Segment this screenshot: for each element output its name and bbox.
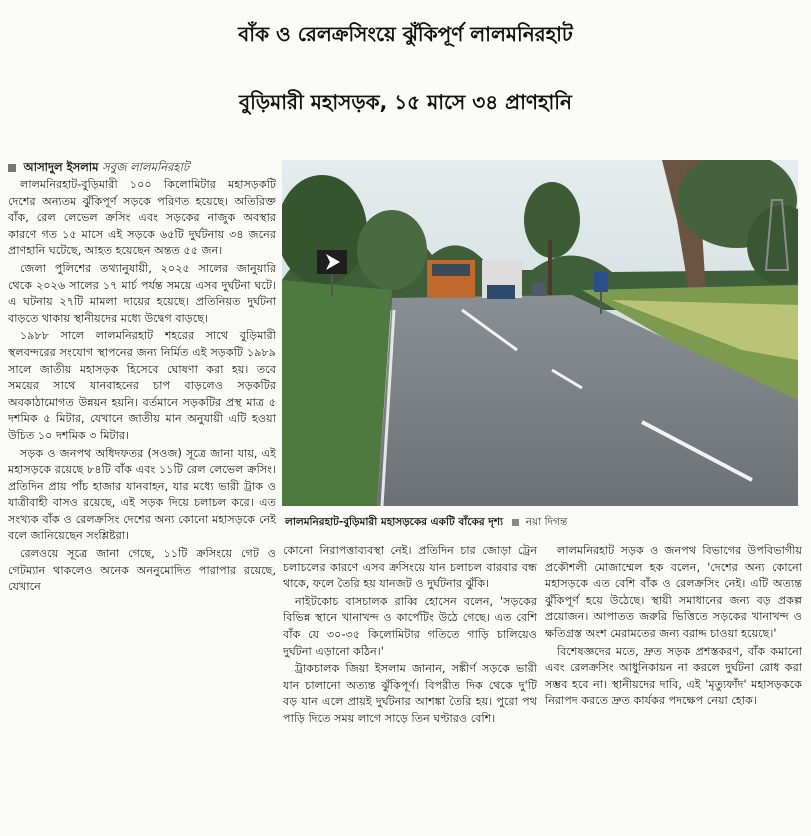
article-paragraph: লালমনিরহাট-বুড়িমারী ১০০ কিলোমিটার মহাসড়কটি দেশের অন্যতম ঝুঁকিপূর্ণ সড়কে পরিণত হয়েছে। অতিরিক্ত বাঁক, রেল লেভেল ক্রসিং এবং সড়কের নাজুক অবস্থার কারণে গত ১৫ মাসে এই সড়কে ৬৫টি দুর্ঘটনায় ৩৪ জনের প্রাণহানি ঘটেছে, আহত হয়েছেন অন্তত ৫৫ জন। <box>8 178 276 258</box>
article-paragraph: লালমনিরহাট সড়ক ও জনপথ বিভাগের উপবিভাগীয় প্রকৌশলী মোজাম্মেল হক বলেন, 'দেশের অন্য কোনো মহাসড়কে এত বেশি বাঁক ও রেলক্রসিং নেই। এটি অত্যন্ত ঝুঁকিপূর্ণ হয়ে উঠেছে। স্থায়ী সমাধানের জন্য বড় প্রকল্প প্রয়োজন। আপাতত জরুরি ভিত্তিতে সড়কের খানাখন্দ ও ক্ষতিগ্রস্ত অংশ মেরামতের জন্য বরাদ্দ চাওয়া হয়েছে।' <box>545 544 802 640</box>
byline-source: সবুজ লালমনিরহাট <box>102 160 190 174</box>
road-photo-illustration <box>282 160 798 506</box>
article-column-1 <box>8 177 276 827</box>
headline-line-1: বাঁক ও রেলক্রসিংয়ে ঝুঁকিপূর্ণ লালমনিরহাট <box>238 22 573 46</box>
photo-caption-text: লালমনিরহাট-বুড়িমারী মহাসড়কের একটি বাঁকের দৃশ্য <box>285 516 504 528</box>
article-paragraph: ট্রাকচালক জিয়া ইসলাম জানান, সঙ্কীর্ণ সড়কে ভারী যান চালানো অত্যন্ত ঝুঁকিপূর্ণ। বিপরীত দিক থেকে দু'টি বড় যান এলে প্রায়ই দুর্ঘটনার আশঙ্কা তৈরি হয়। পুরো পথ পাড়ি দিতে সময় লাগে সাড়ে তিন ঘণ্টারও বেশি। <box>283 662 537 725</box>
caption-square-icon <box>512 519 519 526</box>
article-column-3 <box>545 543 802 827</box>
byline <box>8 158 278 176</box>
article-paragraph: রেলওয়ে সূত্রে জানা গেছে, ১১টি ক্রসিংয়ে গেট ও গেটম্যান থাকলেও অনেক অননুমোদিত পারাপার রয়েছে, যেখানে <box>8 547 276 594</box>
headline <box>0 0 811 150</box>
photo-caption <box>285 512 800 532</box>
road-photo <box>282 160 798 506</box>
article-paragraph: বিশেষজ্ঞদের মতে, দ্রুত সড়ক প্রশস্তকরণ, বাঁক কমানো এবং রেলক্রসিং আধুনিকায়ন না করলে দুর্ঘটনা রোধ করা সম্ভব হবে না। স্থানীয়দের দাবি, এই 'মৃত্যুফাঁদ' মহাসড়ককে নিরাপদ করতে দ্রুত কার্যকর পদক্ষেপ নেয়া হোক। <box>545 644 802 708</box>
article-paragraph: কোনো নিরাপত্তাব্যবস্থা নেই। প্রতিদিন চার জোড়া ট্রেন চলাচলের কারণে এসব ক্রসিংয়ে যান চলাচল বারবার বন্ধ থাকে, ফলে তৈরি হয় যানজট ও দুর্ঘটনার ঝুঁকি। <box>283 544 537 591</box>
article-paragraph: নাইটকোচ বাসচালক রাব্বি হোসেন বলেন, 'সড়কের বিভিন্ন স্থানে খানাখন্দ ও কার্পেটিং উঠে গেছে। এত বেশি বাঁক যে ৩০-৩৫ কিলোমিটার গতিতে গাড়ি চালিয়েও দুর্ঘটনা এড়ানো কঠিন।' <box>283 594 537 658</box>
article-paragraph: সড়ক ও জনপথ অধিদফতর (সওজ) সূত্রে জানা যায়, এই মহাসড়কে রয়েছে ৮৪টি বাঁক এবং ১১টি রেল লেভেল ক্রসিং। প্রতিদিন প্রায় পাঁচ হাজার যানবাহন, যার মধ্যে ভারী ট্রাক ও যাত্রীবাহী বাসও রয়েছে, এই সড়ক দিয়ে চলাচল করে। এত সংখ্যক বাঁক ও রেলক্রসিং দেশের অন্য কোনো মহাসড়কে নেই বলে জানিয়েছেন সংশ্লিষ্টরা। <box>8 446 276 543</box>
byline-square-icon <box>8 164 16 172</box>
article-column-2 <box>283 543 537 827</box>
article-paragraph: জেলা পুলিশের তথ্যানুযায়ী, ২০২৫ সালের জানুয়ারি থেকে ২০২৬ সালের ১৭ মার্চ পর্যন্ত সময়ে এসব দুর্ঘটনা ঘটে। এ ঘটনায় ২৭টি মামলা দায়ের হয়েছে। প্রতিনিয়ত দুর্ঘটনা বাড়তে থাকায় স্থানীয়দের মধ্যে উদ্বেগ বাড়ছে। <box>8 261 276 325</box>
byline-author: আসাদুল ইসলাম <box>23 160 99 174</box>
article-paragraph: ১৯৮৮ সালে লালমনিরহাট শহরের সাথে বুড়িমারী স্থলবন্দরের সংযোগ স্থাপনের জন্য নির্মিত এই সড়কটি ১৯৮৯ সালে জাতীয় মহাসড়ক হিসেবে ঘোষণা করা হয়। তবে সময়ের সাথে যানবাহনের চাপ বাড়লেও সড়কটির অবকাঠামোগত উন্নয়ন হয়নি। বর্তমানে সড়কটির প্রস্থ মাত্র ৫ দশমিক ৫ মিটার, যেখানে জাতীয় মান অনুযায়ী এটি হওয়া উচিত ১০ দশমিক ৩ মিটার। <box>8 329 276 442</box>
photo-credit: নয়া দিগন্ত <box>525 516 568 528</box>
headline-line-2: বুড়িমারী মহাসড়ক, ১৫ মাসে ৩৪ প্রাণহানি <box>239 90 572 114</box>
